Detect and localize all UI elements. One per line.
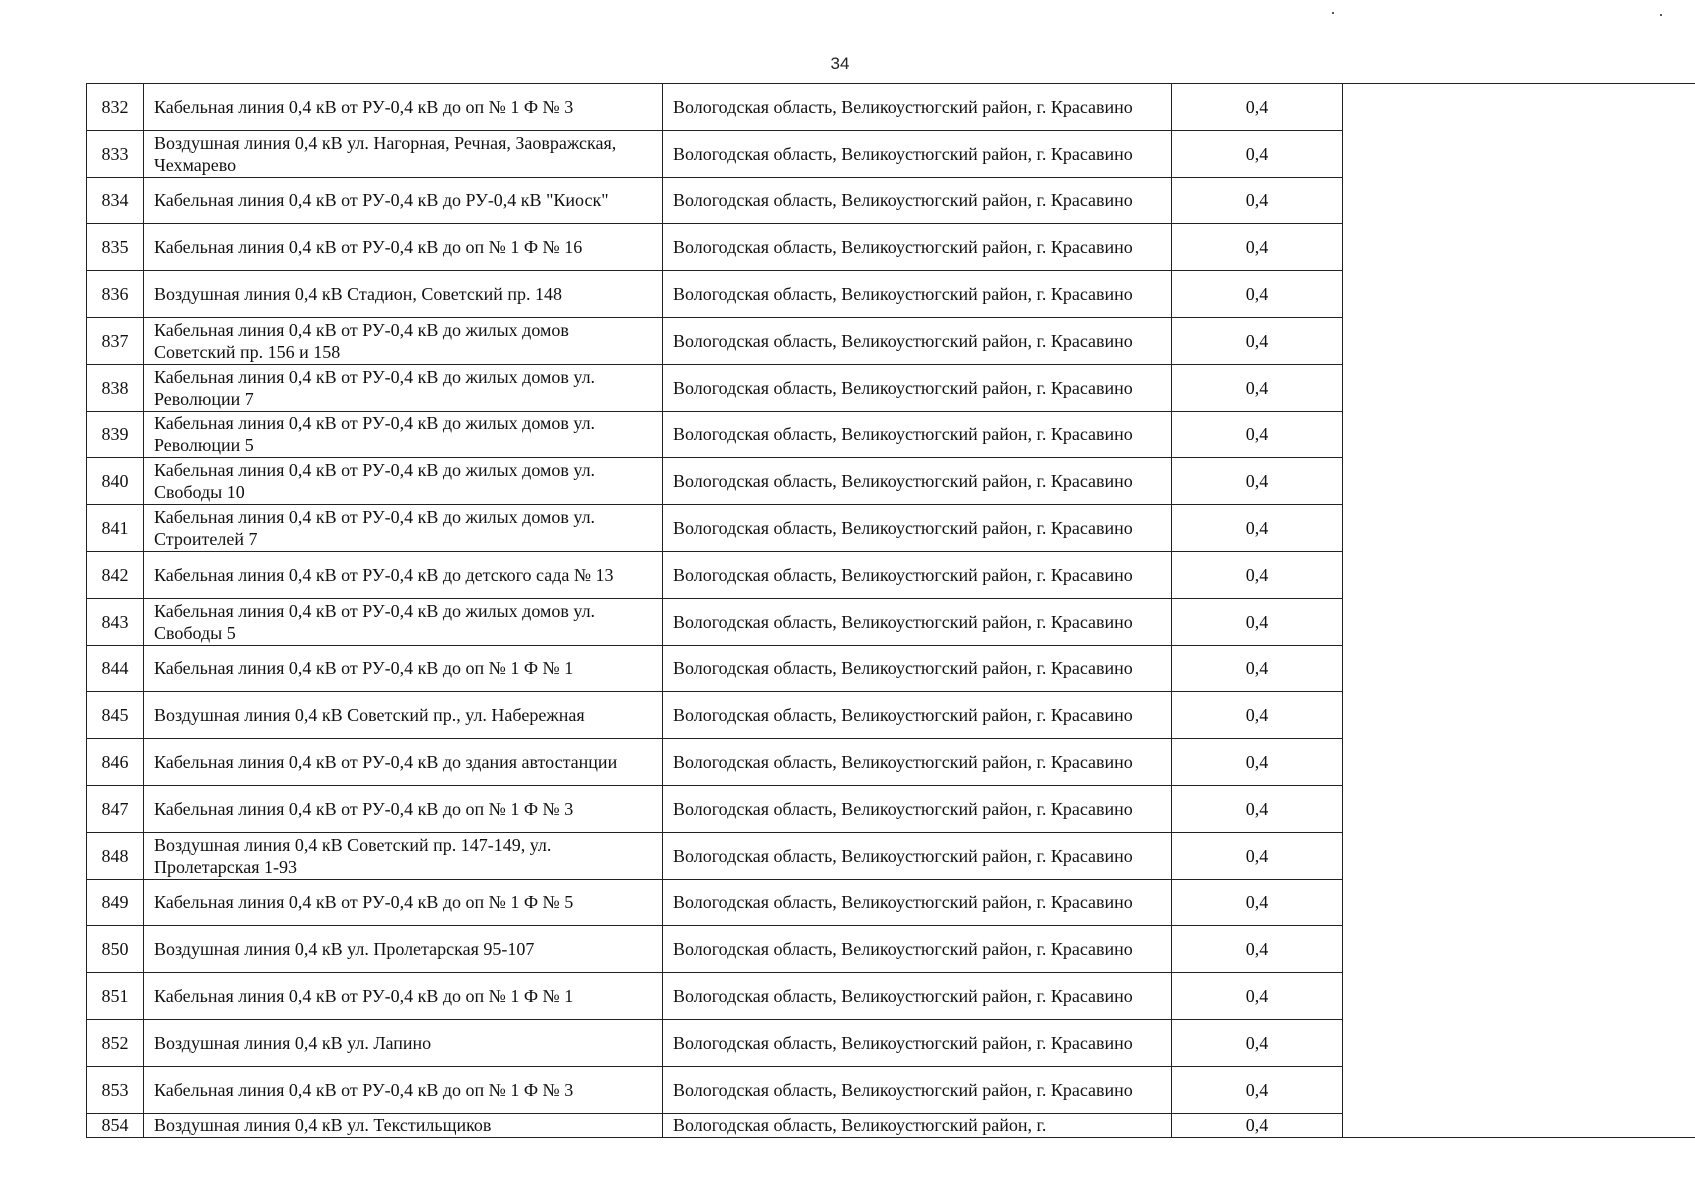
table-row xyxy=(87,645,1695,692)
voltage-cell: 0,4 xyxy=(1172,926,1343,973)
object-name-cell: Кабельная линия 0,4 кВ от РУ-0,4 кВ до оп № 1 Ф № 3 xyxy=(144,84,663,131)
row-number-cell: 839 xyxy=(87,411,144,458)
voltage-cell: 0,4 xyxy=(1172,364,1343,411)
table-row xyxy=(87,271,1695,318)
table-row xyxy=(87,598,1695,645)
address-cell: Вологодская область, Великоустюгский район, г. Красавино xyxy=(663,84,1172,131)
row-number-cell: 845 xyxy=(87,692,144,739)
address-cell: Вологодская область, Великоустюгский район, г. Красавино xyxy=(663,130,1172,177)
address-cell: Вологодская область, Великоустюгский район, г. Красавино xyxy=(663,317,1172,364)
object-name-cell: Кабельная линия 0,4 кВ от РУ-0,4 кВ до жилых домов Советский пр. 156 и 158 xyxy=(144,317,663,364)
empty-cell xyxy=(1343,692,1695,739)
empty-cell xyxy=(1343,926,1695,973)
empty-cell xyxy=(1343,224,1695,271)
empty-cell xyxy=(1343,1066,1695,1113)
table-row xyxy=(87,785,1695,832)
address-cell: Вологодская область, Великоустюгский район, г. Красавино xyxy=(663,785,1172,832)
address-cell: Вологодская область, Великоустюгский район, г. Красавино xyxy=(663,832,1172,879)
row-number-cell: 851 xyxy=(87,973,144,1020)
row-number-cell: 842 xyxy=(87,551,144,598)
table-row xyxy=(87,411,1695,458)
table-row xyxy=(87,505,1695,552)
object-name-cell: Кабельная линия 0,4 кВ от РУ-0,4 кВ до здания автостанции xyxy=(144,739,663,786)
object-name-cell: Кабельная линия 0,4 кВ от РУ-0,4 кВ до оп № 1 Ф № 3 xyxy=(144,1066,663,1113)
voltage-cell: 0,4 xyxy=(1172,598,1343,645)
row-number-cell: 847 xyxy=(87,785,144,832)
object-name-cell: Воздушная линия 0,4 кВ Советский пр. 147-149, ул. Пролетарская 1-93 xyxy=(144,832,663,879)
empty-cell xyxy=(1343,879,1695,926)
voltage-cell: 0,4 xyxy=(1172,411,1343,458)
table-row xyxy=(87,317,1695,364)
object-name-cell: Кабельная линия 0,4 кВ от РУ-0,4 кВ до жилых домов ул. Свободы 10 xyxy=(144,458,663,505)
table-row xyxy=(87,364,1695,411)
object-name-cell: Воздушная линия 0,4 кВ ул. Пролетарская 95-107 xyxy=(144,926,663,973)
object-name-cell: Кабельная линия 0,4 кВ от РУ-0,4 кВ до жилых домов ул. Революции 7 xyxy=(144,364,663,411)
voltage-cell: 0,4 xyxy=(1172,84,1343,131)
object-name-cell: Кабельная линия 0,4 кВ от РУ-0,4 кВ до оп № 1 Ф № 1 xyxy=(144,973,663,1020)
table-row xyxy=(87,973,1695,1020)
empty-cell xyxy=(1343,739,1695,786)
empty-cell xyxy=(1343,411,1695,458)
scan-speck xyxy=(1332,12,1334,14)
table-row xyxy=(87,177,1695,224)
table-row xyxy=(87,130,1695,177)
scan-speck xyxy=(1660,14,1662,16)
row-number-cell: 853 xyxy=(87,1066,144,1113)
address-cell: Вологодская область, Великоустюгский район, г. Красавино xyxy=(663,1066,1172,1113)
row-number-cell: 854 xyxy=(87,1113,144,1137)
row-number-cell: 852 xyxy=(87,1019,144,1066)
table-row xyxy=(87,551,1695,598)
object-name-cell: Кабельная линия 0,4 кВ от РУ-0,4 кВ до оп № 1 Ф № 1 xyxy=(144,645,663,692)
object-name-cell: Воздушная линия 0,4 кВ ул. Лапино xyxy=(144,1019,663,1066)
row-number-cell: 849 xyxy=(87,879,144,926)
voltage-cell: 0,4 xyxy=(1172,1113,1343,1137)
voltage-cell: 0,4 xyxy=(1172,177,1343,224)
address-cell: Вологодская область, Великоустюгский район, г. xyxy=(663,1113,1172,1137)
voltage-cell: 0,4 xyxy=(1172,130,1343,177)
empty-cell xyxy=(1343,84,1695,131)
address-cell: Вологодская область, Великоустюгский район, г. Красавино xyxy=(663,177,1172,224)
voltage-cell: 0,4 xyxy=(1172,317,1343,364)
address-cell: Вологодская область, Великоустюгский район, г. Красавино xyxy=(663,551,1172,598)
row-number-cell: 836 xyxy=(87,271,144,318)
empty-cell xyxy=(1343,1113,1695,1137)
address-cell: Вологодская область, Великоустюгский район, г. Красавино xyxy=(663,879,1172,926)
row-number-cell: 843 xyxy=(87,598,144,645)
voltage-cell: 0,4 xyxy=(1172,224,1343,271)
address-cell: Вологодская область, Великоустюгский район, г. Красавино xyxy=(663,739,1172,786)
page-number: 34 xyxy=(830,54,850,73)
voltage-cell: 0,4 xyxy=(1172,973,1343,1020)
voltage-cell: 0,4 xyxy=(1172,645,1343,692)
empty-cell xyxy=(1343,645,1695,692)
empty-cell xyxy=(1343,130,1695,177)
address-cell: Вологодская область, Великоустюгский район, г. Красавино xyxy=(663,973,1172,1020)
voltage-cell: 0,4 xyxy=(1172,692,1343,739)
assets-table-body xyxy=(87,84,1695,1138)
row-number-cell: 846 xyxy=(87,739,144,786)
address-cell: Вологодская область, Великоустюгский район, г. Красавино xyxy=(663,505,1172,552)
row-number-cell: 848 xyxy=(87,832,144,879)
row-number-cell: 837 xyxy=(87,317,144,364)
address-cell: Вологодская область, Великоустюгский район, г. Красавино xyxy=(663,1019,1172,1066)
voltage-cell: 0,4 xyxy=(1172,785,1343,832)
row-number-cell: 840 xyxy=(87,458,144,505)
object-name-cell: Воздушная линия 0,4 кВ Советский пр., ул. Набережная xyxy=(144,692,663,739)
empty-cell xyxy=(1343,973,1695,1020)
voltage-cell: 0,4 xyxy=(1172,551,1343,598)
table-row xyxy=(87,458,1695,505)
address-cell: Вологодская область, Великоустюгский район, г. Красавино xyxy=(663,926,1172,973)
address-cell: Вологодская область, Великоустюгский район, г. Красавино xyxy=(663,598,1172,645)
empty-cell xyxy=(1343,177,1695,224)
voltage-cell: 0,4 xyxy=(1172,1019,1343,1066)
voltage-cell: 0,4 xyxy=(1172,832,1343,879)
table-row xyxy=(87,1019,1695,1066)
object-name-cell: Кабельная линия 0,4 кВ от РУ-0,4 кВ до жилых домов ул. Строителей 7 xyxy=(144,505,663,552)
object-name-cell: Кабельная линия 0,4 кВ от РУ-0,4 кВ до детского сада № 13 xyxy=(144,551,663,598)
empty-cell xyxy=(1343,832,1695,879)
voltage-cell: 0,4 xyxy=(1172,1066,1343,1113)
object-name-cell: Кабельная линия 0,4 кВ от РУ-0,4 кВ до жилых домов ул. Революции 5 xyxy=(144,411,663,458)
empty-cell xyxy=(1343,505,1695,552)
row-number-cell: 844 xyxy=(87,645,144,692)
empty-cell xyxy=(1343,458,1695,505)
table-row xyxy=(87,832,1695,879)
voltage-cell: 0,4 xyxy=(1172,505,1343,552)
empty-cell xyxy=(1343,1019,1695,1066)
table-row xyxy=(87,1066,1695,1113)
address-cell: Вологодская область, Великоустюгский район, г. Красавино xyxy=(663,364,1172,411)
object-name-cell: Кабельная линия 0,4 кВ от РУ-0,4 кВ до оп № 1 Ф № 16 xyxy=(144,224,663,271)
address-cell: Вологодская область, Великоустюгский район, г. Красавино xyxy=(663,271,1172,318)
empty-cell xyxy=(1343,364,1695,411)
address-cell: Вологодская область, Великоустюгский район, г. Красавино xyxy=(663,645,1172,692)
row-number-cell: 841 xyxy=(87,505,144,552)
table-row xyxy=(87,926,1695,973)
empty-cell xyxy=(1343,598,1695,645)
assets-table xyxy=(86,83,1695,1138)
object-name-cell: Воздушная линия 0,4 кВ ул. Текстильщиков xyxy=(144,1113,663,1137)
object-name-cell: Кабельная линия 0,4 кВ от РУ-0,4 кВ до оп № 1 Ф № 3 xyxy=(144,785,663,832)
empty-cell xyxy=(1343,551,1695,598)
empty-cell xyxy=(1343,271,1695,318)
voltage-cell: 0,4 xyxy=(1172,739,1343,786)
address-cell: Вологодская область, Великоустюгский район, г. Красавино xyxy=(663,458,1172,505)
row-number-cell: 834 xyxy=(87,177,144,224)
table-row xyxy=(87,224,1695,271)
empty-cell xyxy=(1343,317,1695,364)
address-cell: Вологодская область, Великоустюгский район, г. Красавино xyxy=(663,224,1172,271)
address-cell: Вологодская область, Великоустюгский район, г. Красавино xyxy=(663,411,1172,458)
voltage-cell: 0,4 xyxy=(1172,458,1343,505)
table-row xyxy=(87,879,1695,926)
object-name-cell: Кабельная линия 0,4 кВ от РУ-0,4 кВ до жилых домов ул. Свободы 5 xyxy=(144,598,663,645)
row-number-cell: 838 xyxy=(87,364,144,411)
voltage-cell: 0,4 xyxy=(1172,879,1343,926)
table-row xyxy=(87,84,1695,131)
table-row xyxy=(87,692,1695,739)
table-row xyxy=(87,739,1695,786)
row-number-cell: 835 xyxy=(87,224,144,271)
object-name-cell: Воздушная линия 0,4 кВ ул. Нагорная, Речная, Заовражская, Чехмарево xyxy=(144,130,663,177)
table-row xyxy=(87,1113,1695,1137)
voltage-cell: 0,4 xyxy=(1172,271,1343,318)
row-number-cell: 832 xyxy=(87,84,144,131)
row-number-cell: 833 xyxy=(87,130,144,177)
object-name-cell: Кабельная линия 0,4 кВ от РУ-0,4 кВ до оп № 1 Ф № 5 xyxy=(144,879,663,926)
object-name-cell: Кабельная линия 0,4 кВ от РУ-0,4 кВ до РУ-0,4 кВ "Киоск" xyxy=(144,177,663,224)
address-cell: Вологодская область, Великоустюгский район, г. Красавино xyxy=(663,692,1172,739)
object-name-cell: Воздушная линия 0,4 кВ Стадион, Советский пр. 148 xyxy=(144,271,663,318)
row-number-cell: 850 xyxy=(87,926,144,973)
empty-cell xyxy=(1343,785,1695,832)
